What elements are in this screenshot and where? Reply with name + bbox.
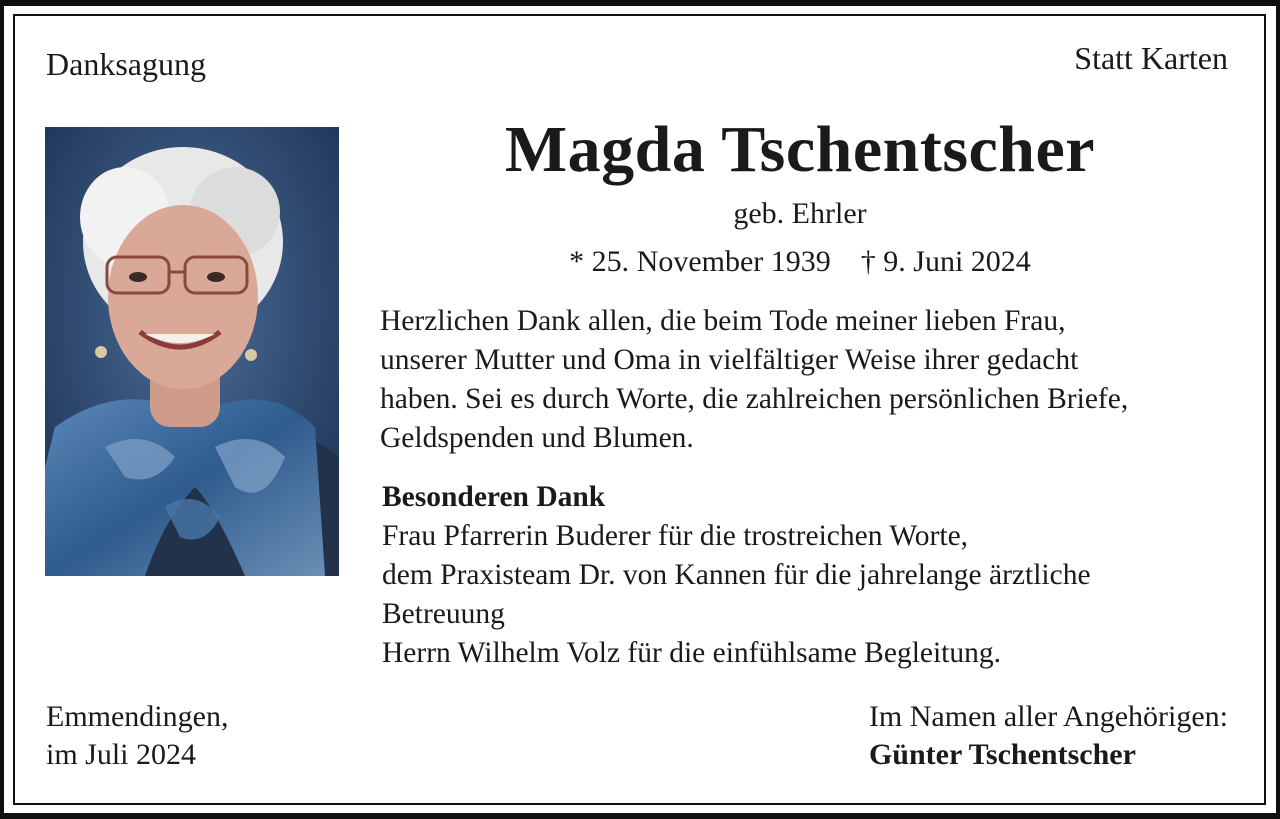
message-line: unserer Mutter und Oma in vielfältiger Weise ihrer gedacht [380,344,1079,376]
portrait-photo [45,127,339,576]
portrait-illustration [45,127,339,576]
footer-place-date [46,698,228,774]
life-dates [380,245,1220,279]
death-date: † 9. Juni 2024 [860,245,1031,278]
special-thanks-line: Herrn Wilhelm Volz für die einfühlsame Begleitung. [382,637,1001,669]
footer-signature [869,698,1228,774]
message-line: haben. Sei es durch Worte, die zahlreichen persönlichen Briefe, [380,383,1129,415]
footer-signer: Günter Tschentscher [868,738,1136,771]
thank-you-message [380,302,1250,458]
message-line: Geldspenden und Blumen. [380,422,694,454]
message-line: Herzlichen Dank allen, die beim Tode meiner lieben Frau, [380,305,1066,337]
footer-on-behalf: Im Namen aller Angehörigen: [868,700,1228,733]
footer-place: Emmendingen, [46,700,229,733]
special-thanks-heading: Besonderen Dank [382,481,606,513]
special-thanks-line: Betreuung [382,598,505,630]
birth-date: * 25. November 1939 [569,245,831,278]
heading-statt-karten: Statt Karten [1074,40,1228,76]
special-thanks-line: Frau Pfarrerin Buderer für die trostreichen Worte, [382,520,969,552]
maiden-name: geb. Ehrler [733,197,867,230]
deceased-name: Magda Tschentscher [504,113,1096,186]
heading-danksagung: Danksagung [46,46,206,82]
special-thanks [382,478,1252,673]
special-thanks-line: dem Praxisteam Dr. von Kannen für die jahrelange ärztliche [382,559,1091,591]
footer-date: im Juli 2024 [46,738,197,771]
